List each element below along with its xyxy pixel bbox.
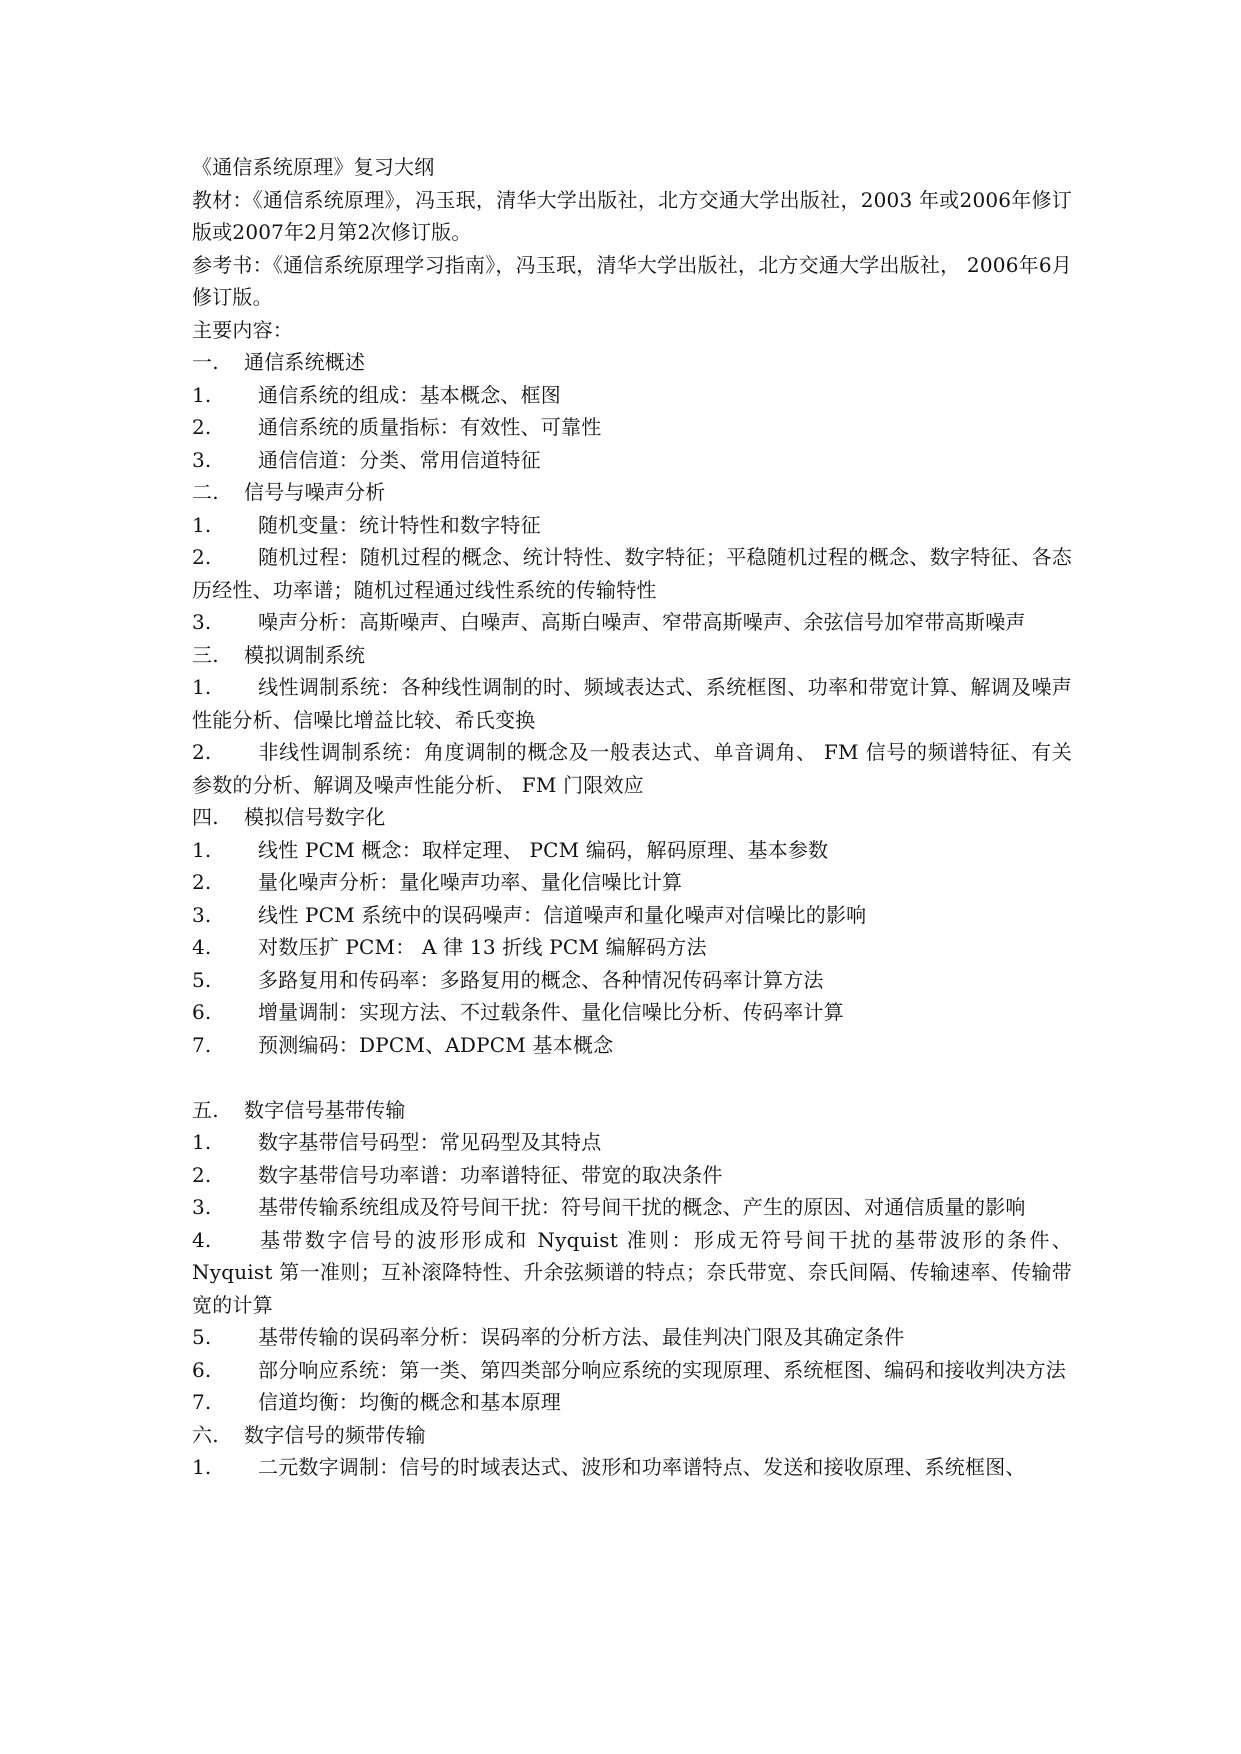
- section-heading: 二. 信号与噪声分析: [192, 480, 386, 504]
- section-6: [192, 1419, 1072, 1484]
- list-item: 2. 通信系统的质量指标：有效性、可靠性: [192, 415, 602, 439]
- list-item: 4. 对数压扩 PCM： A 律 13 折线 PCM 编解码方法: [192, 935, 707, 959]
- list-item: 1. 线性 PCM 概念：取样定理、 PCM 编码，解码原理、基本参数: [192, 837, 829, 862]
- list-item: 3. 噪声分析：高斯噪声、白噪声、高斯白噪声、窄带高斯噪声、余弦信号加窄带高斯噪声: [192, 610, 1026, 634]
- section-heading: 五. 数字信号基带传输: [192, 1097, 406, 1122]
- section-heading: 六. 数字信号的频带传输: [192, 1422, 426, 1447]
- list-item: 6. 部分响应系统：第一类、第四类部分响应系统的实现原理、系统框图、编码和接收判决方法: [192, 1357, 1066, 1382]
- list-item: 5. 基带传输的误码率分析：误码率的分析方法、最佳判决门限及其确定条件: [192, 1325, 905, 1349]
- list-item: 1. 随机变量：统计特性和数字特征: [192, 512, 541, 537]
- section-heading: 三. 模拟调制系统: [192, 642, 366, 667]
- document-page: [192, 151, 1072, 1484]
- list-item: 2. 数字基带信号功率谱：功率谱特征、带宽的取决条件: [192, 1162, 723, 1187]
- reference-info: 参考书：《通信系统原理学习指南》，冯玉珉，清华大学出版社，北方交通大学出版社， 2006年6月修订版。: [192, 252, 1072, 309]
- list-item: 2. 非线性调制系统：角度调制的概念及一般表达式、单音调角、 FM 信号的频谱特征、有关参数的分析、解调及噪声性能分析、 FM 门限效应: [192, 740, 1072, 797]
- section-heading: 四. 模拟信号数字化: [192, 805, 386, 829]
- list-item: 1. 二元数字调制：信号的时域表达式、波形和功率谱特点、发送和接收原理、系统框图、: [192, 1455, 1026, 1479]
- list-item: 2. 随机过程：随机过程的概念、统计特性、数字特征；平稳随机过程的概念、数字特征、各态历经性、功率谱；随机过程通过线性系统的传输特性: [192, 545, 1072, 602]
- list-item: 7. 信道均衡：均衡的概念和基本原理: [192, 1390, 561, 1414]
- list-item: 7. 预测编码：DPCM、ADPCM 基本概念: [192, 1032, 614, 1057]
- list-item: 1. 线性调制系统：各种线性调制的时、频域表达式、系统框图、功率和带宽计算、解调及噪声性能分析、信噪比增益比较、希氏变换: [192, 675, 1072, 732]
- list-item: 1. 数字基带信号码型：常见码型及其特点: [192, 1130, 602, 1154]
- list-item: 3. 线性 PCM 系统中的误码噪声：信道噪声和量化噪声对信噪比的影响: [192, 902, 867, 927]
- list-item: 6. 增量调制：实现方法、不过载条件、量化信噪比分析、传码率计算: [192, 1000, 844, 1024]
- main-content-label: 主要内容：: [192, 317, 293, 342]
- doc-title: 《通信系统原理》复习大纲: [192, 155, 435, 179]
- section-5: [192, 1094, 1072, 1419]
- list-item: 2. 量化噪声分析：量化噪声功率、量化信噪比计算: [192, 870, 683, 894]
- list-item: 4. 基带数字信号的波形形成和 Nyquist 准则：形成无符号间干扰的基带波形的条件、Nyquist 第一准则；互补滚降特性、升余弦频谱的特点；奈氏带宽、奈氏间隔、传输速率、传输带宽的计算: [192, 1227, 1072, 1317]
- list-item: 3. 通信信道：分类、常用信道特征: [192, 447, 541, 472]
- section-1: [192, 346, 1072, 476]
- section-heading: 一. 通信系统概述: [192, 350, 366, 374]
- textbook-info: 教材：《通信系统原理》，冯玉珉，清华大学出版社，北方交通大学出版社，2003 年或2006年修订版或2007年2月第2次修订版。: [192, 187, 1072, 244]
- section-2: [192, 476, 1072, 639]
- list-item: 5. 多路复用和传码率：多路复用的概念、各种情况传码率计算方法: [192, 967, 824, 992]
- section-3: [192, 639, 1072, 802]
- blank-line: [192, 1061, 1072, 1094]
- section-4: [192, 801, 1072, 1061]
- list-item: 3. 基带传输系统组成及符号间干扰：符号间干扰的概念、产生的原因、对通信质量的影响: [192, 1195, 1026, 1219]
- list-item: 1. 通信系统的组成：基本概念、框图: [192, 382, 561, 407]
